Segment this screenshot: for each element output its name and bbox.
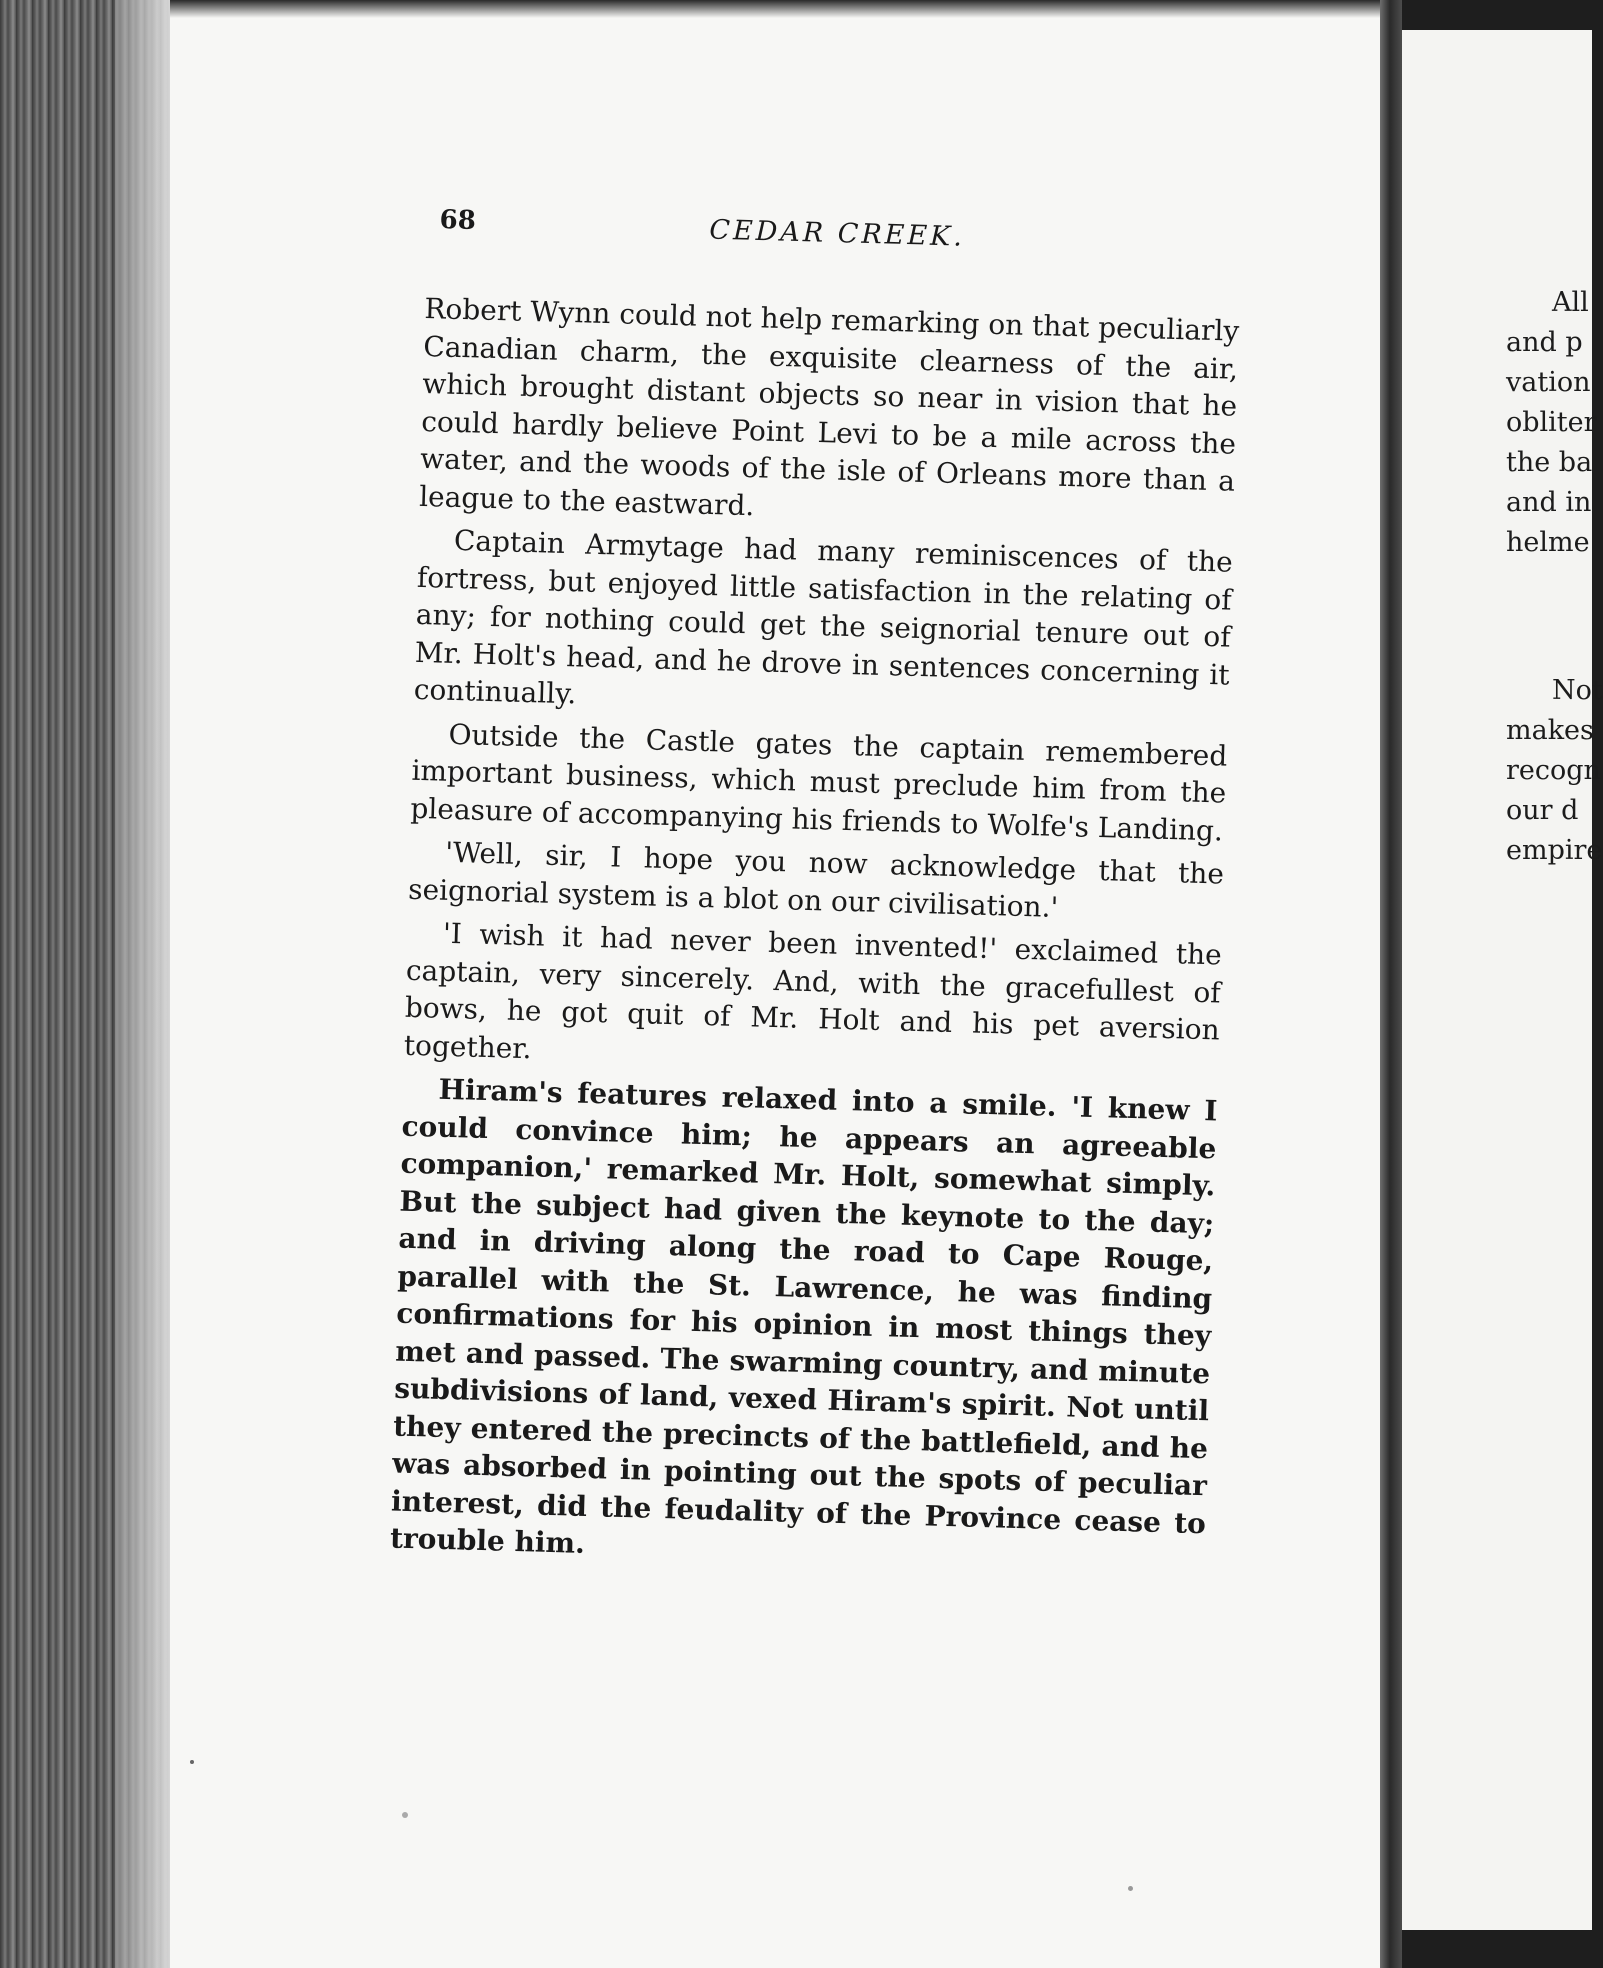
dust-speck — [1128, 1886, 1133, 1891]
page-number: 68 — [439, 205, 477, 236]
right-line: our d — [1506, 795, 1579, 826]
right-line: obliter — [1506, 407, 1597, 438]
right-page-text — [1506, 283, 1603, 871]
top-shadow — [170, 0, 1380, 18]
right-gap — [1506, 563, 1603, 671]
right-line: makes — [1506, 715, 1594, 746]
paragraph-3: Outside the Castle gates the captain remembered important business, which must preclude him from the pleasure of accompanying his friends to Wolfe's Landing. — [410, 717, 1228, 847]
right-line: recogn — [1506, 755, 1601, 786]
right-line: helme — [1506, 527, 1590, 558]
right-line: and in — [1506, 487, 1592, 518]
right-line: the ba — [1506, 447, 1593, 478]
paragraph-1: Robert Wynn could not help remarking on that peculiarly Canadian charm, the exquisite clearness of the air, which brought distant objects so near in vision that he could hardly believe Point Levi to be a mile across the water, and the woods of the isle of Orleans more than a league to the eastward. — [418, 291, 1240, 522]
right-line: and p — [1506, 327, 1583, 358]
dust-speck — [190, 1760, 194, 1764]
right-line: vation — [1506, 367, 1591, 398]
paragraph-5: 'I wish it had never been invented!' exclaimed the captain, very sincerely. And, with the gracefullest of bows, he got quit of Mr. Holt and his pet aversion together. — [403, 916, 1223, 1065]
paragraph-6: Hiram's features relaxed into a smile. 'I knew I could convince him; he appears an agreeable companion,' remarked Mr. Holt, somewhat simply. But the subject had given the keynote to the day; and in driving along the road to Cape Rouge, parallel with the St. Lawrence, he was finding confirmations for his opinion in most things they met and passed. The swarming country, and minute subdivisions of land, vexed Hiram's spirit. Not until they entered the precincts of the battlefield, and he was absorbed in pointing out the spots of peculiar interest, did the feudality of the Province cease to trouble him. — [389, 1072, 1218, 1560]
book-gutter — [1380, 0, 1402, 1968]
right-line: All — [1552, 287, 1589, 318]
dust-speck — [402, 1812, 408, 1818]
right-line: empire — [1506, 835, 1603, 866]
right-line: Not — [1552, 675, 1603, 706]
paragraph-4: 'Well, sir, I hope you now acknowledge that the seignorial system is a blot on our civilisation.' — [407, 835, 1225, 924]
paragraph-2: Captain Armytage had many reminiscences of the fortress, but enjoyed little satisfaction in the relating of any; for nothing could get the seignorial tenure out of Mr. Holt's head, and he drove in sentences concerning it continually. — [413, 523, 1234, 711]
page-edges — [0, 0, 175, 1968]
running-head: CEDAR CREEK. — [708, 214, 966, 253]
body-text — [389, 290, 1239, 1586]
